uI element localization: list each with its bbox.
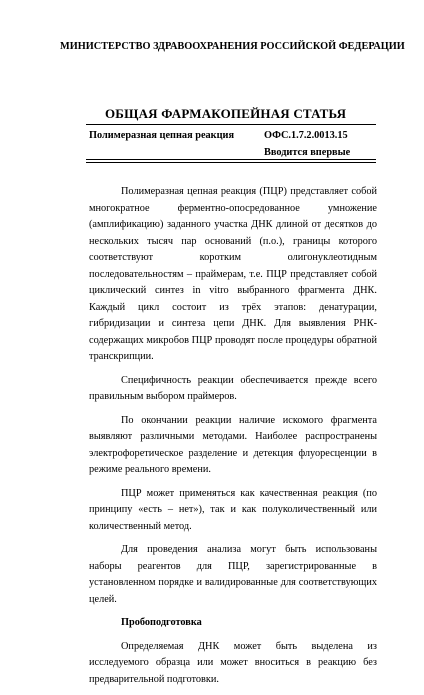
paragraph-detection: По окончании реакции наличие искомого фрагмента выявляют различными методами. Наиболее распространены электрофоретическое разделение и детекция флуоресценции в режиме реального времени. — [89, 414, 377, 475]
article-code: ОФС.1.7.2.0013.15 — [264, 130, 348, 141]
paragraph-sample-prep: Определяемая ДНК может быть выделена из исследуемого образца или может вноситься в реакцию без предварительной подготовки. — [89, 640, 377, 685]
article-title: ОБЩАЯ ФАРМАКОПЕЙНАЯ СТАТЬЯ — [105, 106, 347, 121]
paragraph-specificity: Специфичность реакции обеспечивается прежде всего правильным выбором праймеров. — [89, 374, 377, 402]
paragraph-definition: Полимеразная цепная реакция (ПЦР) представляет собой многократное ферментно-опосредованное умножение (амплификацию) заданного участка ДНК длиной от десятков до нескольких тысяч пар оснований (п.о.), границы которого соответствуют коротким олигонуклеотидным последовательностям – праймерам, т.е. ПЦР представляет собой циклический синтез in vitro выбранного фрагмента ДНК. Каждый цикл состоит из трёх этапов: денатурации, гибридизации и синтеза цепи ДНК. Для выявления РНК-содержащих микробов ПЦР проводят после процедуры обратной транскрипции. — [89, 186, 377, 362]
ministry-header: МИНИСТЕРСТВО ЗДРАВООХРАНЕНИЯ РОССИЙСКОЙ ФЕДЕРАЦИИ — [60, 41, 405, 52]
article-body — [89, 184, 377, 695]
paragraph-reagents: Для проведения анализа могут быть использованы наборы реагентов для ПЦР, зарегистрированные в установленном порядке и валидированные для соответствующих целей. — [89, 544, 377, 605]
paragraph-qualitative: ПЦР может применяться как качественная реакция (по принципу «есть – нет»), так и как полуколичественный или количественный метод. — [89, 487, 377, 532]
section-heading: Пробоподготовка — [121, 617, 202, 628]
article-subject: Полимеразная цепная реакция — [89, 130, 235, 141]
title-rule — [86, 124, 376, 125]
introduced-note: Вводится впервые — [264, 147, 351, 158]
header-rule-top — [86, 159, 376, 160]
header-rule-bottom — [86, 162, 376, 163]
